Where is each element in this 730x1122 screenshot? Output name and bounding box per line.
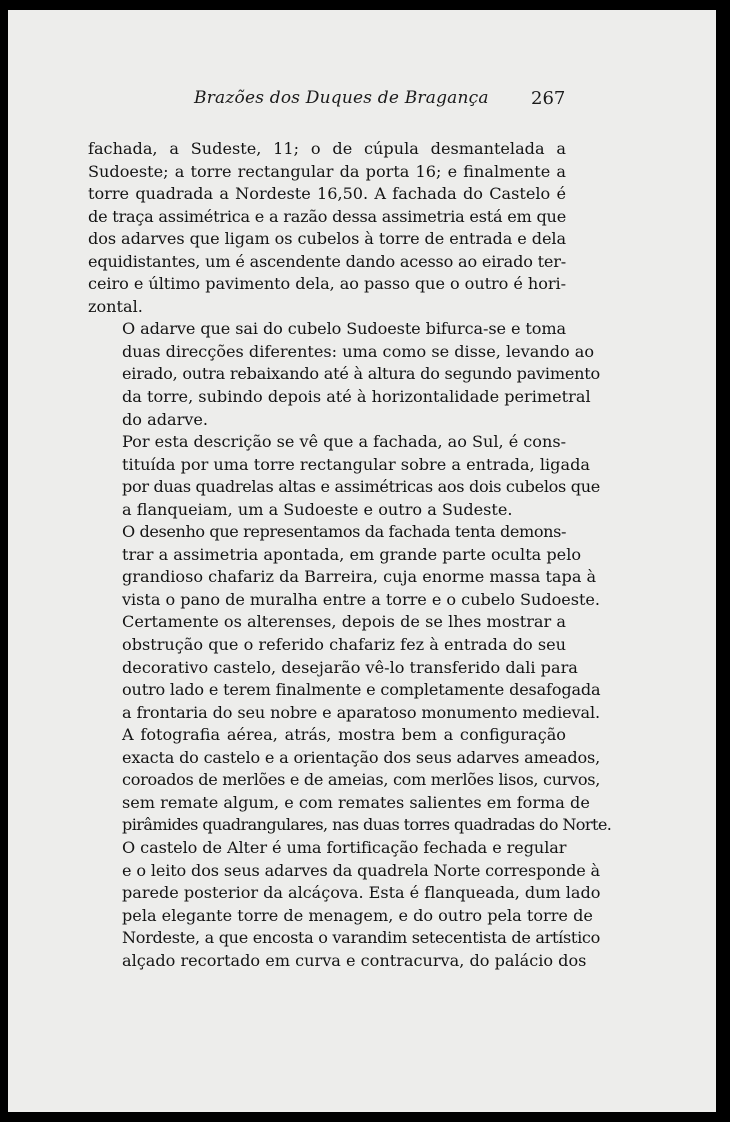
text-line: Nordeste, a que encosta o varandim setecentista de artístico (122, 928, 600, 948)
text-line: outro lado e terem finalmente e completamente desafogada (122, 680, 601, 700)
text-line: equidistantes, um é ascendente dando acesso ao eirado ter- (88, 251, 567, 271)
text-line: Sudoeste; a torre rectangular da porta 16; e finalmente a (88, 161, 566, 181)
text-line: eirado, outra rebaixando até à altura do segundo pavimento (122, 364, 600, 384)
text-line: grandioso chafariz da Barreira, cuja enorme massa tapa à (122, 567, 597, 587)
text-line: fachada, a Sudeste, 11; o de cúpula desmantelada a (88, 139, 566, 158)
text-line: Certamente os alterenses, depois de se lhes mostrar a (122, 612, 566, 632)
text-line: zontal. (88, 296, 143, 316)
paragraph (88, 837, 601, 972)
text-line: dos adarves que ligam os cubelos à torre de entrada e dela (88, 229, 567, 249)
text-line: vista o pano de muralha entre a torre e o cubelo Sudoeste. (122, 589, 600, 609)
paragraph (88, 138, 566, 318)
text-line: ceiro e último pavimento dela, ao passo que o outro é hori- (88, 274, 566, 294)
text-line: pirâmides quadrangulares, nas duas torres quadradas do Norte. (122, 815, 612, 835)
paragraph (88, 521, 600, 611)
text-line: do adarve. (122, 409, 209, 429)
text-line: sem remate algum, e com remates salientes em forma de (122, 792, 590, 812)
paragraph (88, 611, 601, 724)
page-header (8, 88, 716, 118)
page-number: 267 (531, 88, 566, 109)
text-line: a frontaria do seu nobre e aparatoso monumento medieval. (122, 702, 600, 722)
text-line: e o leito dos seus adarves da quadrela Norte corresponde à (122, 860, 601, 880)
text-line: torre quadrada a Nordeste 16,50. A fachada do Castelo é (88, 184, 566, 204)
book-page (8, 10, 716, 1112)
text-line: trar a assimetria apontada, em grande parte oculta pelo (122, 544, 582, 564)
text-line: decorativo castelo, desejarão vê-lo transferido dali para (122, 657, 578, 677)
text-line: por duas quadrelas altas e assimétricas aos dois cubelos que (122, 477, 601, 497)
paragraph (88, 318, 600, 431)
text-line: de traça assimétrica e a razão dessa assimetria está em que (88, 206, 566, 226)
text-line: a flanqueiam, um a Sudoeste e outro a Sudeste. (122, 499, 513, 519)
paragraph (88, 724, 612, 837)
text-line: duas direcções diferentes: uma como se disse, levando ao (122, 341, 595, 361)
text-line: da torre, subindo depois até à horizontalidade perimetral (122, 387, 591, 407)
paragraph (88, 431, 601, 521)
text-line: exacta do castelo e a orientação dos seus adarves ameados, (122, 747, 600, 767)
text-line: O castelo de Alter é uma fortificação fechada e regular (122, 837, 567, 857)
body-text (88, 138, 612, 972)
text-line: pela elegante torre de menagem, e do outro pela torre de (122, 905, 593, 925)
running-title: Brazões dos Duques de Bragança (194, 88, 489, 108)
text-line: Por esta descrição se vê que a fachada, ao Sul, é cons- (122, 432, 566, 452)
text-line: tituída por uma torre rectangular sobre a entrada, ligada (122, 454, 590, 474)
text-line: coroados de merlões e de ameias, com merlões lisos, curvos, (122, 770, 601, 790)
text-line: O adarve que sai do cubelo Sudoeste bifurca-se e toma (122, 319, 567, 339)
text-line: alçado recortado em curva e contracurva, do palácio dos (122, 950, 587, 970)
text-line: O desenho que representamos da fachada tenta demons- (122, 522, 567, 542)
text-line: obstrução que o referido chafariz fez à entrada do seu (122, 635, 566, 655)
text-line: A fotografia aérea, atrás, mostra bem a configuração (122, 725, 566, 745)
text-line: parede posterior da alcáçova. Esta é flanqueada, dum lado (122, 883, 601, 903)
